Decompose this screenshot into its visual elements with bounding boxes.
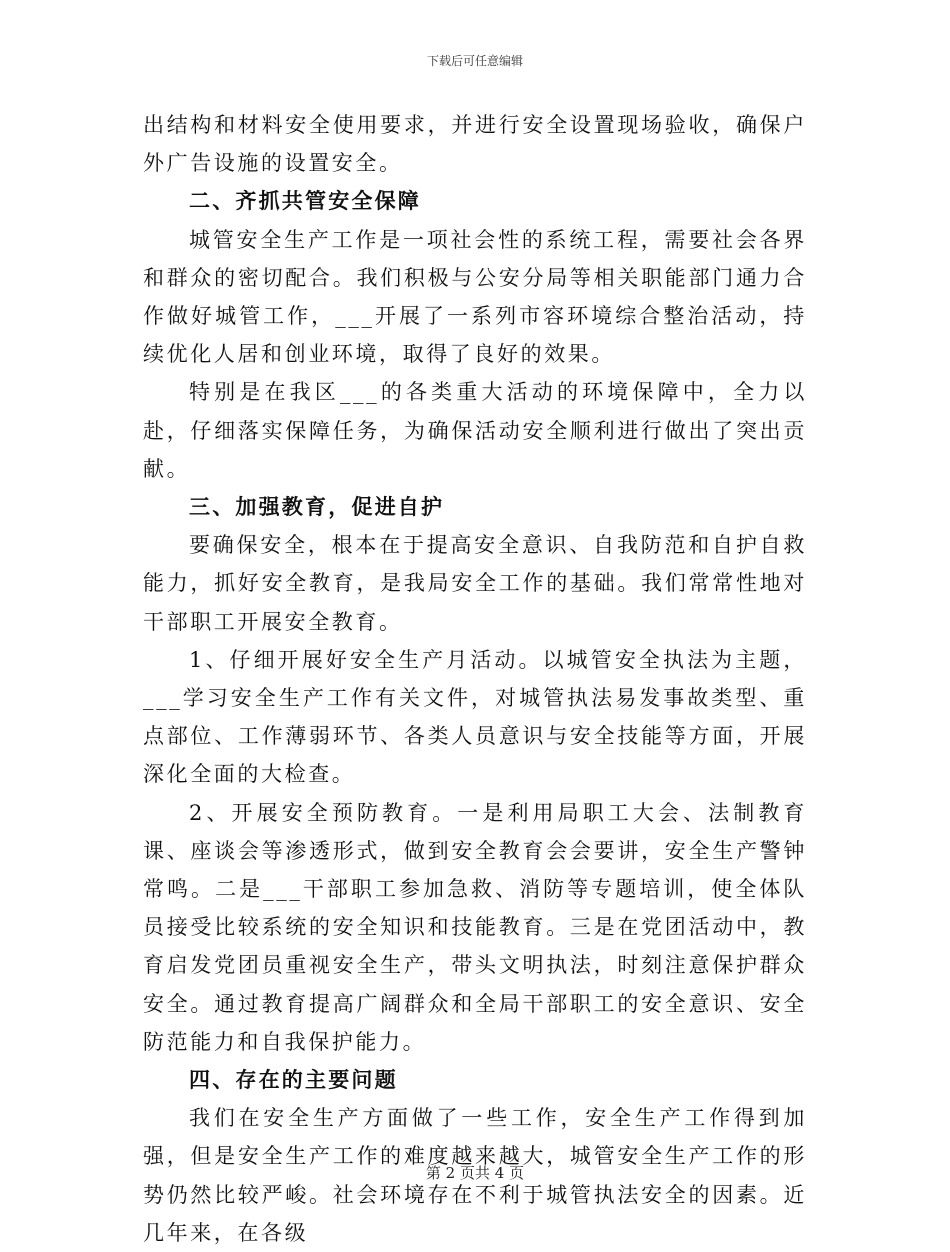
- paragraph-3b: 1、仔细开展好安全生产月活动。以城管安全执法为主题，___学习安全生产工作有关文件，对城管执法易发事故类型、重点部位、工作薄弱环节、各类人员意识与安全技能等方面，开展深化全面的大检查。: [143, 647, 807, 787]
- section-heading-2: 二、齐抓共管安全保障: [189, 189, 421, 214]
- paragraph-3a: 要确保安全，根本在于提高安全意识、自我防范和自护自救能力，抓好安全教育，是我局安全工作的基础。我们常常性地对干部职工开展安全教育。: [143, 533, 807, 634]
- page-footer: 第 2 页共 4 页: [425, 1164, 525, 1182]
- paragraph-2a: 城管安全生产工作是一项社会性的系统工程，需要社会各界和群众的密切配合。我们积极与公安分局等相关职能部门通力合作做好城管工作，___开展了一系列市容环境综合整治活动，持续优化人居和创业环境，取得了良好的效果。: [143, 227, 807, 367]
- paragraph-continued: 出结构和材料安全使用要求，并进行安全设置现场验收，确保户外广告设施的设置安全。: [143, 113, 807, 176]
- page-header: 下载后可任意编辑: [426, 54, 523, 68]
- document-body: [143, 106, 807, 1252]
- paragraph-2b: 特别是在我区___的各类重大活动的环境保障中，全力以赴，仔细落实保障任务，为确保活动安全顺利进行做出了突出贡献。: [143, 380, 807, 481]
- section-heading-3: 三、加强教育，促进自护: [189, 495, 445, 520]
- paragraph-3c: 2、开展安全预防教育。一是利用局职工大会、法制教育课、座谈会等渗透形式，做到安全教育会会要讲，安全生产警钟常鸣。二是___干部职工参加急救、消防等专题培训，使全体队员接受比较系统的安全知识和技能教育。三是在党团活动中，教育启发党团员重视安全生产，带头文明执法，时刻注意保护群众安全。通过教育提高广阔群众和全局干部职工的安全意识、安全防范能力和自我保护能力。: [143, 800, 807, 1054]
- section-heading-4: 四、存在的主要问题: [189, 1068, 398, 1093]
- paragraph-4a: 我们在安全生产方面做了一些工作，安全生产工作得到加强，但是安全生产工作的难度越来越大，城管安全生产工作的形势仍然比较严峻。社会环境存在不利于城管执法安全的因素。近几年来，在各级: [143, 1106, 807, 1245]
